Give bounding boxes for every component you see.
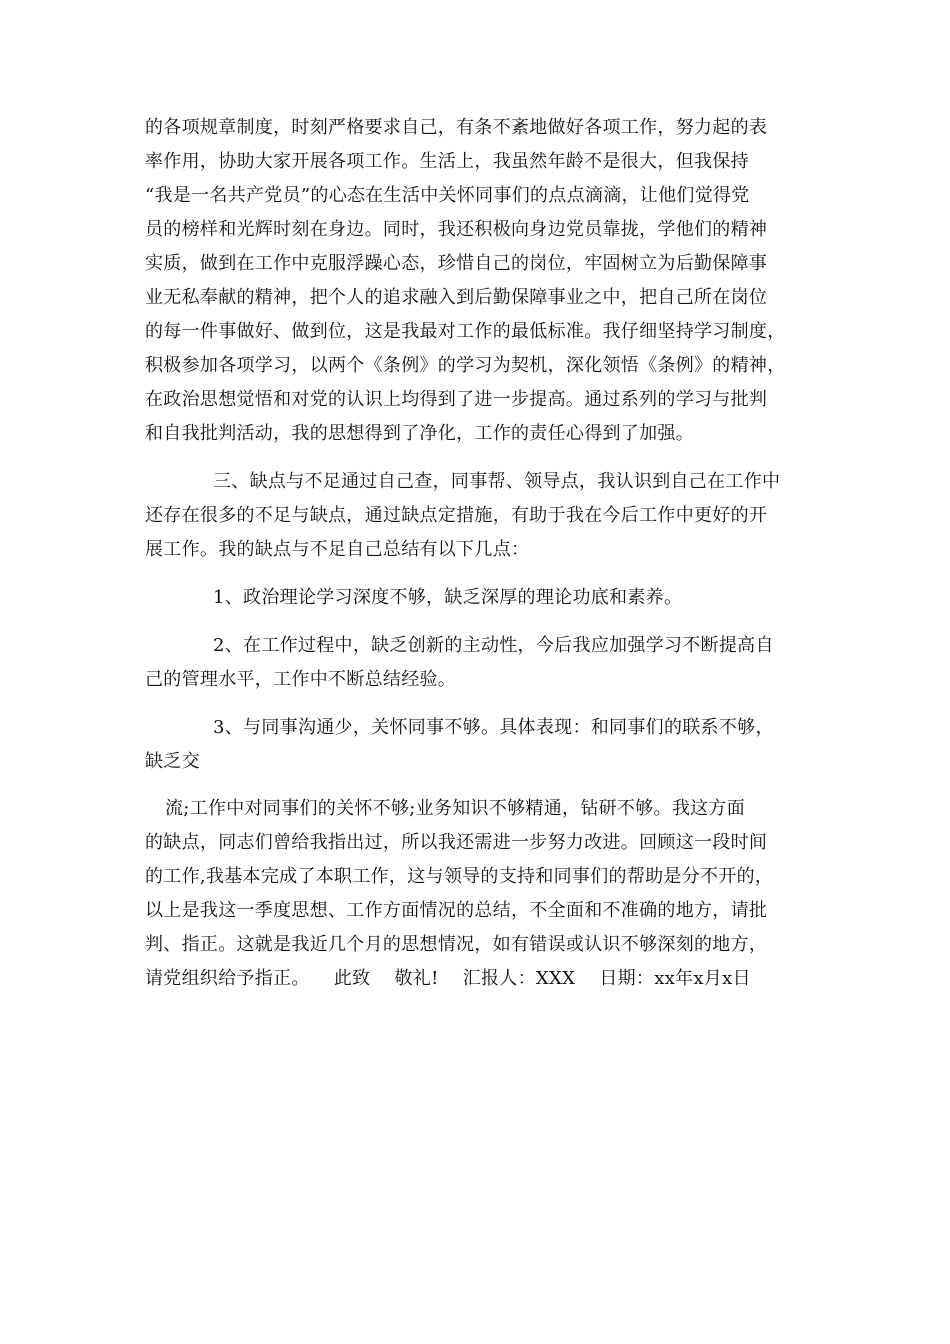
paragraph-line: 判、指正。这就是我近几个月的思想情况，如有错误或认识不够深刻的地方， [145,934,768,955]
paragraph-line: 的工作,我基本完成了本职工作，这与领导的支持和同事们的帮助是分不开的， [145,866,774,887]
paragraph-line: 还存在很多的不足与缺点，通过缺点定措施，有助于我在今后工作中更好的开 [145,505,768,526]
paragraph-line: 业无私奉献的精神，把个人的追求融入到后勤保障事业之中，把自己所在岗位 [145,287,768,308]
list-item-line: 1、政治理论学习深度不够，缺乏深厚的理论功底和素养。 [213,587,683,608]
paragraph-line: 缺乏交 [145,751,200,772]
paragraph-line: 积极参加各项学习，以两个《条例》的学习为契机，深化领悟《条例》的精神， [145,355,786,376]
paragraph-line: 率作用，协助大家开展各项工作。生活上，我虽然年龄不是很大，但我保持 [145,151,749,172]
paragraph-line: 流;工作中对同事们的关怀不够;业务知识不够精通，钻研不够。我这方面 [165,798,746,819]
paragraph-line: 和自我批判活动，我的思想得到了净化，工作的责任心得到了加强。 [145,423,694,444]
paragraph-line: 己的管理水平，工作中不断总结经验。 [145,669,457,690]
paragraph-line: 的每一件事做好、做到位，这是我最对工作的最低标准。我仔细坚持学习制度， [145,321,786,342]
closing-signature-line: 请党组织给予指正。 此致 敬礼! 汇报人：XXX 日期：xx年x月x日 [145,968,751,989]
paragraph-line: 员的榜样和光辉时刻在身边。同时，我还积极向身边党员靠拢，学他们的精神 [145,219,768,240]
paragraph-line: 的缺点，同志们曾给我指出过，所以我还需进一步努力改进。回顾这一段时间 [145,832,768,853]
paragraph-line: 实质，做到在工作中克服浮躁心态，珍惜自己的岗位，牢固树立为后勤保障事 [145,253,768,274]
list-item-line: 3、与同事沟通少，关怀同事不够。具体表现：和同事们的联系不够， [213,717,774,738]
paragraph-line: 以上是我这一季度思想、工作方面情况的总结，不全面和不准确的地方，请批 [145,900,768,921]
section-heading-line: 三、缺点与不足通过自己查，同事帮、领导点，我认识到自己在工作中 [213,471,781,492]
paragraph-line: 的各项规章制度，时刻严格要求自己，有条不紊地做好各项工作，努力起的表 [145,117,768,138]
list-item-line: 2、在工作过程中，缺乏创新的主动性，今后我应加强学习不断提高自 [213,635,774,656]
paragraph-line: 在政治思想觉悟和对党的认识上均得到了进一步提高。通过系列的学习与批判 [145,389,768,410]
paragraph-line: “我是一名共产党员”的心态在生活中关怀同事们的点点滴滴，让他们觉得党 [145,185,750,206]
paragraph-line: 展工作。我的缺点与不足自己总结有以下几点： [145,539,530,560]
